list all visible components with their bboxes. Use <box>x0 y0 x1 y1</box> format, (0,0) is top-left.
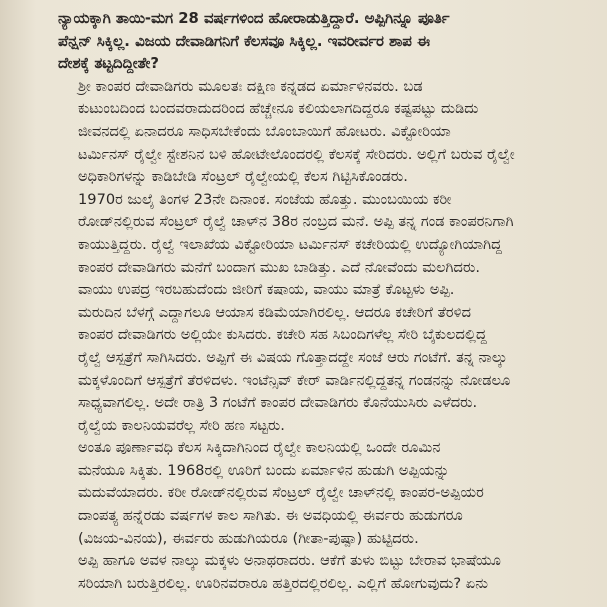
text-line: ಶ್ರೀ ಕಾಂಪರ ದೇವಾಡಿಗರು ಮೂಲತಃ ದಕ್ಷಿಣ ಕನ್ನಡದ ಏರ್ಮಾಳಿನವರು. ಬಡ <box>78 77 423 95</box>
text-line: ಕಾಂಪರ ದೇವಾಡಿಗರು ಅಲ್ಲಿಯೇ ಕುಸಿದರು. ಕಚೇರಿ ಸಹ ಸಿಬಂದಿಗಳೆಲ್ಲ ಸೇರಿ ಬೈಕುಲದಲ್ಲಿದ್ದ <box>78 326 487 344</box>
paragraph <box>58 76 598 189</box>
paragraph <box>58 189 598 302</box>
text-line: ದೇಶಕ್ಕೆ ತಟ್ಟದಿದ್ದೀತೇ? <box>58 55 159 73</box>
text-line: ಅಂತೂ ಪೂರ್ಣಾವಧಿ ಕೆಲಸ ಸಿಕ್ಕಿದಾಗಿನಿಂದ ರೈಲ್ವೇ ಕಾಲನಿಯಲ್ಲಿ ಒಂದೇ ರೂಮಿನ <box>78 439 441 457</box>
paragraph <box>58 550 598 595</box>
text-line: (ವಿಜಯ-ವಿನಯ), ಈರ್ವರು ಹುಡುಗಿಯರೂ (ಗೀತಾ-ಪುಷ್ಪಾ) ಹುಟ್ಟಿದರು. <box>78 529 419 547</box>
paragraph <box>58 302 598 438</box>
text-line: ಮನೆಯೂ ಸಿಕ್ಕಿತು. 1968ರಲ್ಲಿ ಊರಿಗೆ ಬಂದು ಏರ್ಮಾಳಿನ ಹುಡುಗಿ ಅಪ್ಪಿಯನ್ನು <box>78 461 450 479</box>
text-line: ರೈಲ್ವೆಯ ಕಾಲನಿಯವರೆಲ್ಲ ಸೇರಿ ಹಣ ಸಟ್ಟರು. <box>78 416 285 434</box>
paragraph <box>58 437 598 550</box>
text-line: ಟರ್ಮಿನಸ್ ರೈಲ್ವೇ ಸ್ಟೇಶನಿನ ಬಳಿ ಹೋಟೇಲೊಂದರಲ್ಲಿ ಕೆಲಸಕ್ಕೆ ಸೇರಿದರು. ಅಲ್ಲಿಗೆ ಬರುವ ರೈಲ್ವೇ <box>78 145 515 163</box>
text-line: ರೋಡ್‌ನಲ್ಲಿರುವ ಸೆಂಟ್ರಲ್ ರೈಲ್ವೆ ಚಾಳ್‌ನ 38ರ ನಂಬ್ರದ ಮನೆ. ಅಪ್ಪಿ ತನ್ನ ಗಂಡ ಕಾಂಪರನಿಗಾಗಿ <box>78 213 514 231</box>
text-line: ವಾಯು ಉಪದ್ರ ಇರಬಹುದೆಂದು ಜೀರಿಗೆ ಕಷಾಯ, ವಾಯು ಮಾತ್ರೆ ಕೊಟ್ಟಳು ಅಪ್ಪಿ. <box>78 281 455 299</box>
text-line: ಅಪ್ಪಿ ಹಾಗೂ ಅವಳ ನಾಲ್ಕು ಮಕ್ಕಳು ಅನಾಥರಾದರು. ಆಕೆಗೆ ತುಳು ಬಿಟ್ಟು ಬೇರಾವ ಭಾಷೆಯೂ <box>78 552 501 570</box>
text-line: ಪೆನ್ಷನ್ ಸಿಕ್ಕಿಲ್ಲ. ವಿಜಯ ದೇವಾಡಿಗನಿಗೆ ಕೆಲಸವೂ ಸಿಕ್ಕಿಲ್ಲ. ಇವರೀರ್ವರ ಶಾಪ ಈ <box>58 32 430 50</box>
text-line: ಕುಟುಂಬದಿಂದ ಬಂದವರಾದುದರಿಂದ ಹೆಚ್ಚೇನೂ ಕಲಿಯಲಾಗದಿದ್ದರೂ ಕಷ್ಟಪಟ್ಟು ದುಡಿದು <box>78 100 479 118</box>
text-line: ಮಕ್ಕಳೊಂದಿಗೆ ಆಸ್ಪತ್ರೆಗೆ ತೆರಳಿದಳು. ಇಂಟೆನ್ಸಿವ್ ಕೇರ್ ವಾರ್ಡಿನಲ್ಲಿದ್ದತನ್ನ ಗಂಡನನ್ನು ನೋಡಲೂ <box>78 371 511 389</box>
text-line: ಮದುವೆಯಾದರು. ಕರೀ ರೋಡ್‌ನಲ್ಲಿರುವ ಸೆಂಟ್ರಲ್ ರೈಲ್ವೇ ಚಾಳ್‌ನಲ್ಲಿ ಕಾಂಪರ-ಅಪ್ಪಿಯರ <box>78 484 484 502</box>
text-line: ನ್ಯಾಯಕ್ಕಾಗಿ ತಾಯಿ-ಮಗ 28 ವರ್ಷಗಳಿಂದ ಹೋರಾಡುತ್ತಿದ್ದಾರೆ. ಅಪ್ಪಿಗಿನ್ನೂ ಪೂರ್ತಿ <box>58 10 450 27</box>
text-line: ಜೀವನದಲ್ಲಿ ಏನಾದರೂ ಸಾಧಿಸಬೇಕೆಂದು ಬೊಂಬಾಯಿಗೆ ಹೋಟರು. ವಿಕ್ಟೋರಿಯಾ <box>78 122 451 140</box>
text-line: ರೈಲ್ವೆ ಆಸ್ಪತ್ರೆಗೆ ಸಾಗಿಸಿದರು. ಅಪ್ಪಿಗೆ ಈ ವಿಷಯ ಗೊತ್ತಾದದ್ದೇ ಸಂಜೆ ಆರು ಗಂಟೆಗೆ. ತನ್ನ ನಾಲ್ಕು <box>78 348 508 366</box>
text-line: ಸರಿಯಾಗಿ ಬರುತ್ತಿರಲಿಲ್ಲ. ಊರಿನವರಾರೂ ಹತ್ತಿರದಲ್ಲಿರಲಿಲ್ಲ. ಎಲ್ಲಿಗೆ ಹೋಗುವುದು? ಏನು <box>78 574 488 592</box>
text-line: ಕಾಂಪರ ದೇವಾಡಿಗರು ಮನೆಗೆ ಬಂದಾಗ ಮುಖ ಬಾಡಿತ್ತು. ಎದೆ ನೋವೆಂದು ಮಲಗಿದರು. <box>78 258 480 276</box>
text-line: ಮರುದಿನ ಬೆಳಗ್ಗೆ ಎದ್ದಾಗಲೂ ಆಯಾಸ ಕಡಿಮೆಯಾಗಿರಲಿಲ್ಲ. ಆದರೂ ಕಚೇರಿಗೆ ತೆರಳಿದ <box>78 303 471 321</box>
text-line: ಅಧಿಕಾರಿಗಳನ್ನು ಕಾಡಿಬೇಡಿ ಸೆಂಟ್ರಲ್ ರೈಲ್ವೇಯಲ್ಲಿ ಕೆಲಸ ಗಿಟ್ಟಿಸಿಕೊಂಡರು. <box>78 168 408 186</box>
text-line: 1970ರ ಜುಲೈ ತಿಂಗಳ 23ನೇ ದಿನಾಂಕ. ಸಂಜೆಯ ಹೊತ್ತು. ಮುಂಬಯಿಯ ಕರೀ <box>78 190 452 208</box>
page-text <box>58 8 598 595</box>
text-line: ಕಾಯುತ್ತಿದ್ದರು. ರೈಲ್ವೆ ಇಲಾಖೆಯ ವಿಕ್ಟೋರಿಯಾ ಟರ್ಮಿನಸ್ ಕಚೇರಿಯಲ್ಲಿ ಉದ್ಯೋಗಿಯಾಗಿದ್ದ <box>78 235 502 253</box>
lead-question <box>58 8 598 76</box>
text-line: ಸಾಧ್ಯವಾಗಲಿಲ್ಲ. ಅದೇ ರಾತ್ರಿ 3 ಗಂಟೆಗೆ ಕಾಂಪರ ದೇವಾಡಿಗರು ಕೊನೆಯುಸಿರು ಎಳೆದರು. <box>78 394 478 412</box>
text-line: ದಾಂಪತ್ಯ ಹನ್ನೆರಡು ವರ್ಷಗಳ ಕಾಲ ಸಾಗಿತು. ಈ ಅವಧಿಯಲ್ಲಿ ಈರ್ವರು ಹುಡುಗರೂ <box>78 507 463 525</box>
